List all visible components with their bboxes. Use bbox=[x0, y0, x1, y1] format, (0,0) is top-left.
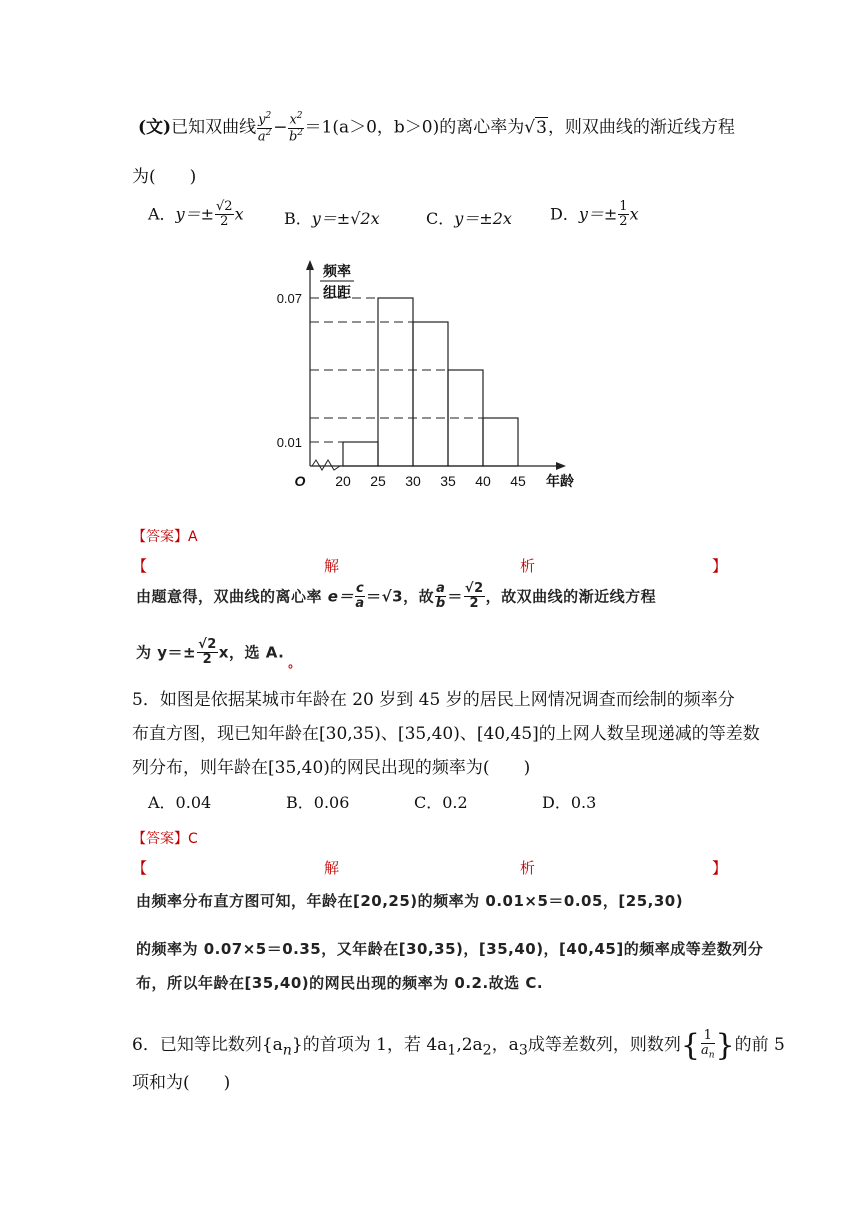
answer-5-solution-line2: 的频率为 0.07×5＝0.35，又年龄在[30,35)，[35,40)，[40,45]的频率成等差数列分 bbox=[136, 940, 764, 958]
q4-option-d: D．y＝± $\frac{1}{2}$ x bbox=[550, 199, 639, 230]
q5-line1: 5．如图是依据某城市年龄在 20 岁到 45 岁的居民上网情况调查而绘制的频率分 bbox=[132, 690, 735, 710]
x-tick-label: 40 bbox=[475, 473, 491, 489]
answer-4-jiexi-1: 解 bbox=[324, 557, 340, 575]
q5-line3: 列分布，则年龄在[35,40)的网民出现的频率为( ) bbox=[132, 758, 531, 778]
q4-text-b: ，则双曲线的渐近线方程 bbox=[547, 117, 735, 138]
answer-5-solution-line1: 由频率分布直方图可知，年龄在[20,25)的频率为 0.01×5＝0.05，[25,30) bbox=[136, 892, 684, 910]
bar bbox=[483, 418, 518, 466]
q6-line1: 6．已知等比数列$\{a_n\}$的首项为 1，若 $4a_1,2a_2$，$a_3$成等差数列，则数列{ $\frac{1}{a_n}$ }的前 5 bbox=[132, 1028, 785, 1063]
q4-frac-y: $\frac{y^2}{a^2}$ bbox=[257, 111, 272, 144]
answer-5-solution-line3: 布，所以年龄在[35,40)的网民出现的频率为 0.2.故选 C. bbox=[136, 974, 544, 992]
x-tick-label: 25 bbox=[370, 473, 386, 489]
answer-5-jiexi-right: 】 bbox=[712, 859, 728, 877]
answer-5-jiexi-2: 析 bbox=[520, 859, 536, 877]
q5-option-a: A．0.04 bbox=[148, 793, 212, 812]
q4-sqrt3: 3 bbox=[536, 117, 547, 138]
q4-option-a: A．y＝± $\frac{√2}{2}$ x bbox=[148, 199, 244, 230]
x-tick-label: 35 bbox=[440, 473, 456, 489]
y-tick-label: 0.01 bbox=[276, 435, 302, 450]
answer-4-jiexi-2: 析 bbox=[520, 557, 536, 575]
answer-4-tag: 【答案】A bbox=[132, 529, 198, 545]
q4-option-b: B．y＝±√2x bbox=[284, 209, 380, 228]
x-axis-arrow bbox=[556, 462, 566, 470]
q5-option-d: D．0.3 bbox=[542, 793, 597, 812]
answer-4-jiexi-right: 】 bbox=[712, 557, 728, 575]
q4-frac-x: $\frac{x^2}{b^2}$ bbox=[288, 111, 303, 144]
answer-5-tag: 【答案】C bbox=[132, 831, 198, 847]
q4-prefix: (文) bbox=[138, 117, 172, 138]
bar bbox=[343, 442, 378, 466]
answer-4-solution-line2: 为 y＝± $\frac{√2}{2}$ x，选 $A._。$ bbox=[136, 637, 301, 671]
y-tick-label: 0.07 bbox=[276, 291, 302, 306]
q4-cond: a＞0，b＞0)的离心率为 bbox=[338, 117, 525, 138]
x-tick-label: 20 bbox=[335, 473, 351, 489]
q4-text-a: 已知双曲线 bbox=[171, 117, 257, 138]
bar bbox=[413, 322, 448, 466]
answer-4-jiexi-left: 【 bbox=[132, 557, 148, 575]
q5-line2: 布直方图，现已知年龄在[30,35)、[35,40)、[40,45]的上网人数呈现递减的等差数 bbox=[132, 724, 760, 744]
y-label-bottom: 组距 bbox=[323, 284, 351, 300]
q6-line2: 项和为( ) bbox=[132, 1073, 231, 1093]
q4-option-c: C．y＝±2x bbox=[426, 209, 512, 228]
q4-line2: 为( ) bbox=[132, 167, 197, 187]
answer-4-solution-line1: 由题意得，双曲线的离心率 e＝ $\frac{c}{a}$ ＝√3，故 $\frac{a}{b}$ ＝ $\frac{√2}{2}$ ，故双曲线的渐近线方程 bbox=[136, 581, 657, 612]
origin-label: O bbox=[294, 473, 306, 489]
answer-5-jiexi-left: 【 bbox=[132, 859, 148, 877]
q4-line1: (文)已知双曲线 $\frac{y^2}{a^2}$ − $\frac{x^2}{b^2}$ ＝1(a＞0，b＞0)的离心率为√3，则双曲线的渐近线方程 bbox=[138, 111, 735, 144]
y-axis-arrow bbox=[306, 260, 314, 270]
q5-option-b: B．0.06 bbox=[286, 793, 350, 812]
q4-eq-rhs: ＝1( bbox=[304, 117, 339, 138]
x-axis-label: 年龄 bbox=[546, 473, 574, 489]
y-label-top: 频率 bbox=[323, 263, 351, 279]
bar bbox=[378, 298, 413, 466]
q5-option-c: C．0.2 bbox=[414, 793, 468, 812]
x-tick-label: 30 bbox=[405, 473, 421, 489]
axis-break bbox=[312, 460, 340, 470]
answer-5-jiexi-1: 解 bbox=[324, 859, 340, 877]
x-tick-label: 45 bbox=[510, 473, 526, 489]
